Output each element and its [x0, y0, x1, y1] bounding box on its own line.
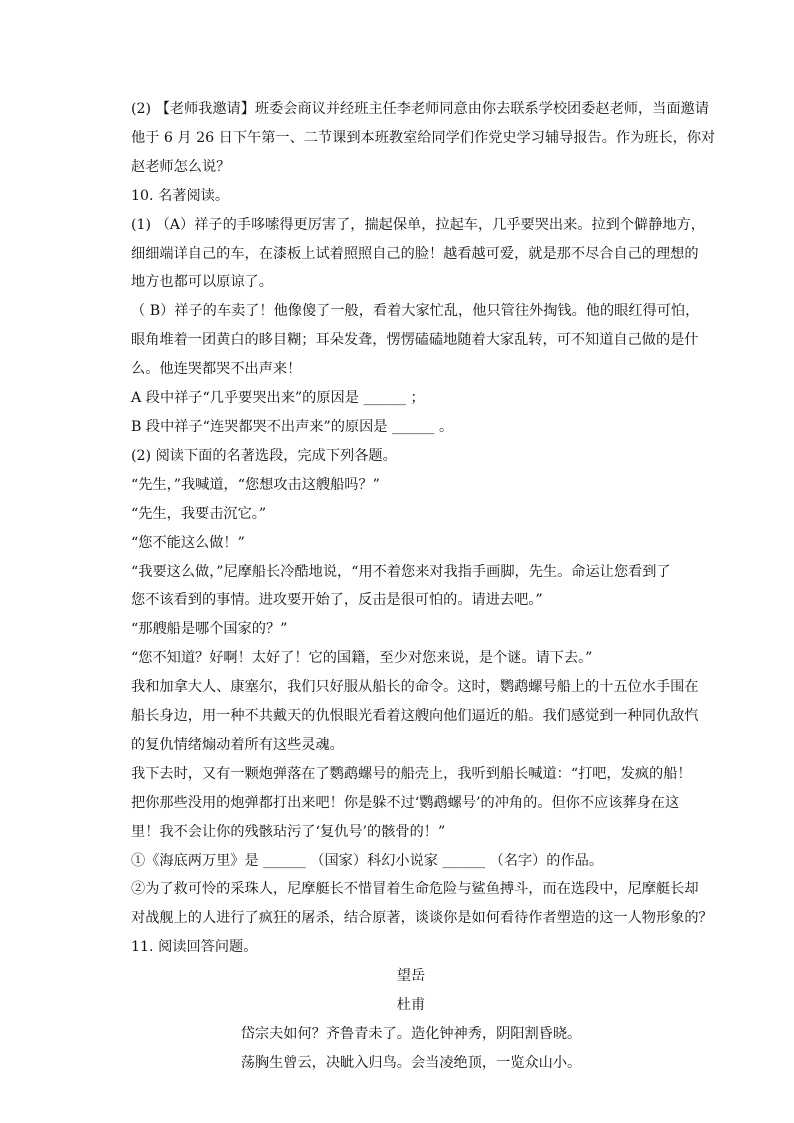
dialogue-line-2: “先生，我要击沉它。” [131, 505, 267, 522]
dialogue-line-1: “先生，”我喊道，“您想攻击这艘船吗？” [131, 476, 380, 493]
narration-line-1: 我和加拿大人、康塞尔，我们只好服从船长的命令。这时，鹦鹉螺号船上的十五位水手围在 [131, 679, 699, 696]
question-b-reason: B 段中祥子“连哭都哭不出声来”的原因是 ______ 。 [131, 418, 454, 435]
poem-line-2: 荡胸生曾云，决眦入归鸟。会当凌绝顶，一览众山小。 [240, 1054, 582, 1071]
dialogue-line-3: “您不能这么做！” [131, 534, 245, 551]
q2-invitation-line-1: (2) 【老师我邀请】班委会商议并经班主任李老师同意由你去联系学校团委赵老师，当面邀请 [131, 101, 709, 117]
poem-author: 杜甫 [396, 997, 426, 1014]
q2-invitation-line-2: 他于 6 月 26 日下午第一、二节课到本班教室给同学们作党史学习辅导报告。作为班长，你对 [131, 129, 716, 146]
passage-b-line-3: 么。他连哭都哭不出声来！ [131, 361, 302, 378]
question-2-line-1: ②为了救可怜的采珠人，尼摩艇长不惜冒着生命危险与鲨鱼搏斗，而在选段中，尼摩艇长却 [131, 881, 699, 898]
q11-heading: 11. 阅读回答问题。 [131, 939, 258, 956]
narration-line-2: 船长身边，用一种不共戴天的仇恨眼光看着这艘向他们逼近的船。我们感觉到一种同仇敌忾 [131, 708, 699, 725]
dialogue-line-4: “我要这么做，”尼摩船长冷酷地说，“用不着您来对我指手画脚，先生。命运让您看到了 [131, 563, 671, 580]
poem-title: 望岳 [396, 968, 426, 985]
passage-a-line-3: 地方也都可以原谅了。 [131, 274, 273, 291]
narration-line-5: 把你那些没用的炮弹都打出来吧！你是躲不过‘鹦鹉螺号’的冲角的。但你不应该葬身在这 [131, 794, 680, 811]
dialogue-line-7: “您不知道？好啊！太好了！它的国籍，至少对您来说，是个谜。请下去。” [131, 650, 593, 667]
question-2-line-2: 对战舰上的人进行了疯狂的屠杀，结合原著，谈谈你是如何看待作者塑造的这一人物形象的？ [131, 910, 713, 927]
dialogue-line-5: 您不该看到的事情。进攻要开始了，反击是很可怕的。请进去吧。” [131, 592, 543, 609]
q10-part2-instruction: (2) 阅读下面的名著选段，完成下列各题。 [131, 447, 397, 464]
q10-heading: 10. 名著阅读。 [131, 187, 230, 204]
document-page [131, 95, 716, 1078]
question-a-reason: A 段中祥子“几乎要哭出来”的原因是 ______ ； [131, 390, 425, 407]
passage-a-line-2: 细细端详自己的车，在漆板上试着照照自己的脸！越看越可爱，就是那不尽合自己的理想的 [131, 245, 699, 262]
passage-b-line-2: 眼角堆着一团黄白的眵目糊；耳朵发聋，愣愣磕磕地随着大家乱转，可不知道自己做的是什 [131, 332, 699, 349]
dialogue-line-6: “那艘船是哪个国家的？” [131, 621, 288, 638]
question-1-author: ①《海底两万里》是 ______ （国家）科幻小说家 ______ （名字）的作品。 [131, 852, 604, 869]
passage-a-line-1: (1) （A）祥子的手哆嗦得更厉害了，揣起保单，拉起车，几乎要哭出来。拉到个僻静地方， [131, 216, 705, 233]
narration-line-6: 里！我不会让你的残骸玷污了‘复仇号’的骸骨的！” [131, 823, 446, 840]
q2-invitation-line-3: 赵老师怎么说？ [131, 158, 231, 175]
passage-b-line-1: （ B）祥子的车卖了！他像傻了一般，看着大家忙乱，他只管往外掏钱。他的眼红得可怕， [131, 303, 700, 320]
narration-line-3: 的复仇情绪煽动着所有这些灵魂。 [131, 736, 344, 753]
narration-line-4: 我下去时，又有一颗炮弹落在了鹦鹉螺号的船壳上，我听到船长喊道：“打吧，发疯的船！ [131, 765, 692, 782]
poem-line-1: 岱宗夫如何？齐鲁青未了。造化钟神秀，阴阳割昏晓。 [240, 1026, 582, 1042]
